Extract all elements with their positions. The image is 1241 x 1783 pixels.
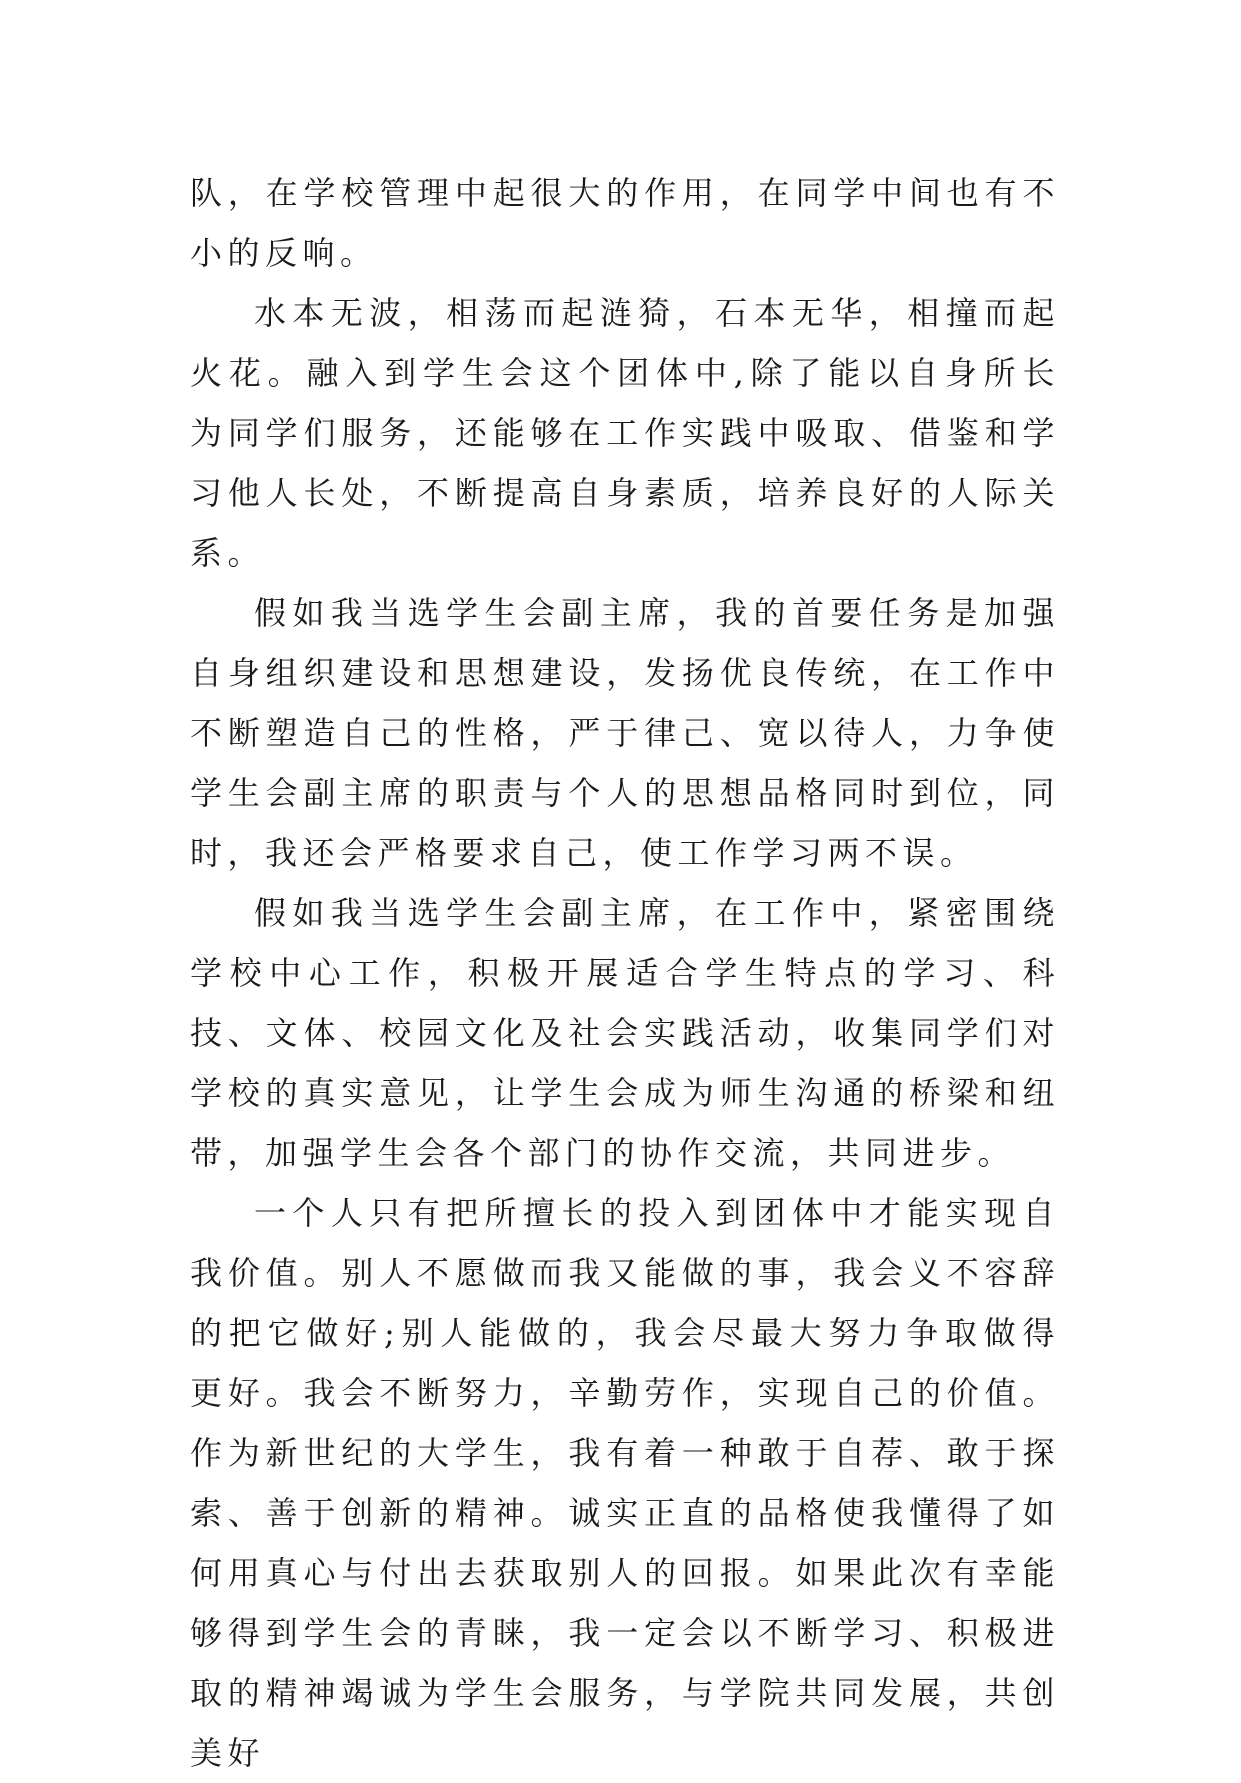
document-body bbox=[190, 163, 1060, 1783]
paragraph-3: 假如我当选学生会副主席，我的首要任务是加强自身组织建设和思想建设，发扬优良传统，在工作中不断塑造自己的性格，严于律己、宽以待人，力争使学生会副主席的职责与个人的思想品格同时到位，同时，我还会严格要求自己，使工作学习两不误。 bbox=[190, 594, 1060, 872]
paragraph-5: 一个人只有把所擅长的投入到团体中才能实现自我价值。别人不愿做而我又能做的事，我会义不容辞的把它做好;别人能做的，我会尽最大努力争取做得更好。我会不断努力，辛勤劳作，实现自己的价值。作为新世纪的大学生，我有着一种敢于自荐、敢于探索、善于创新的精神。诚实正直的品格使我懂得了如何用真心与付出去获取别人的回报。如果此次有幸能够得到学生会的青睐，我一定会以不断学习、积极进取的精神竭诚为学生会服务，与学院共同发展，共创美好 bbox=[190, 1194, 1060, 1772]
paragraph-4: 假如我当选学生会副主席，在工作中，紧密围绕学校中心工作，积极开展适合学生特点的学习、科技、文体、校园文化及社会实践活动，收集同学们对学校的真实意见，让学生会成为师生沟通的桥梁和纽带，加强学生会各个部门的协作交流，共同进步。 bbox=[190, 894, 1060, 1172]
paragraph-1: 队，在学校管理中起很大的作用，在同学中间也有不小的反响。 bbox=[190, 174, 1060, 272]
paragraph-2: 水本无波，相荡而起涟猗，石本无华，相撞而起火花。融入到学生会这个团体中,除了能以自身所长为同学们服务，还能够在工作实践中吸取、借鉴和学习他人长处，不断提高自身素质，培养良好的人际关系。 bbox=[190, 294, 1060, 572]
